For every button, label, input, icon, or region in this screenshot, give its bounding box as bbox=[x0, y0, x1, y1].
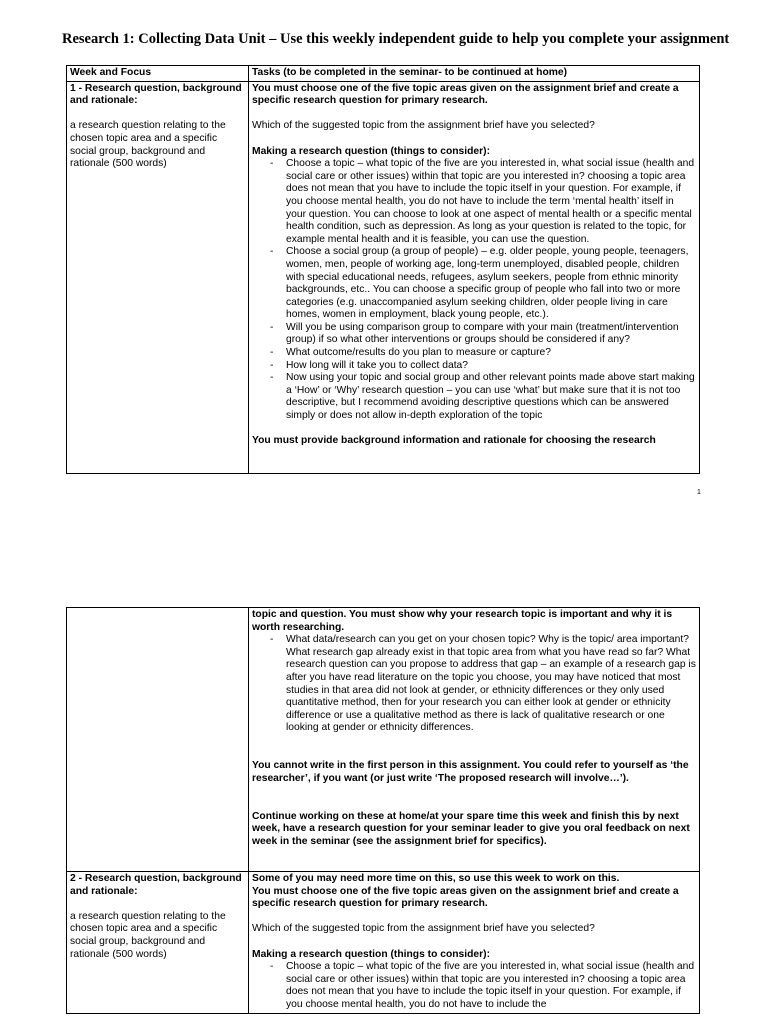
weekly-guide-table-page2 bbox=[66, 607, 700, 1014]
week1-question: Which of the suggested topic from the assignment brief have you selected? bbox=[252, 120, 595, 132]
week2-intro: You must choose one of the five topic areas given on the assignment brief and create a specific research question for primary research. bbox=[252, 885, 679, 910]
week2-question: Which of the suggested topic from the assignment brief have you selected? bbox=[252, 923, 595, 935]
week1-background-start: You must provide background information and rationale for choosing the research bbox=[252, 435, 656, 447]
table-header-row bbox=[67, 66, 700, 82]
first-person-note: You cannot write in the first person in this assignment. You could refer to yourself as ‘the researcher’, if you want (or just write ‘The proposed research will involve…’). bbox=[252, 760, 689, 784]
week1-focus-cell bbox=[67, 81, 249, 473]
list-item: - Choose a topic – what topic of the five are you interested in, what social issue (health and social care or other issues) within that topic are you interested in? choosing a topic area does not mean that you have to include the topic itself in your question. For example, if you choose mental health, you do not have to include the term ‘mental health’ itself in your question. You can choose to look at one aspect of mental health or a specific mental health condition, such as depression. As long as your question is related to the topic, for example mental health and it is feasible, you can use the question. bbox=[286, 158, 696, 246]
week2-focus-desc: a research question relating to the chosen topic area and a specific social group, background and rationale (500 words) bbox=[70, 910, 226, 960]
table-row-week2 bbox=[67, 872, 700, 1014]
week2-more-time: Some of you may need more time on this, so use this week to work on this. bbox=[252, 873, 620, 884]
table-row-week1-continued bbox=[67, 608, 700, 872]
list-item: - What outcome/results do you plan to measure or capture? bbox=[286, 347, 696, 360]
continue-note: Continue working on these at home/at your spare time this week and finish this by next week, have a research question for your seminar leader to give you oral feedback on next week in the seminar (see the assignment brief for specifics). bbox=[252, 810, 690, 847]
header-week-focus: Week and Focus bbox=[67, 66, 249, 82]
weekly-guide-table-page1 bbox=[66, 65, 700, 474]
continued-bullet-list bbox=[252, 634, 696, 735]
week1-intro: You must choose one of the five topic areas given on the assignment brief and create a specific research question for primary research. bbox=[252, 82, 679, 107]
background-end: topic and question. You must show why your research topic is important and why it is worth researching. bbox=[252, 609, 673, 633]
header-tasks: Tasks (to be completed in the seminar- to be continued at home) bbox=[249, 66, 700, 82]
list-item: - Now using your topic and social group and other relevant points made above start making a ‘How’ or ‘Why’ research question – you can use ‘what’ but make sure that it is not too descriptive, but I recommend avoiding descriptive questions which can be answered simply or does not allow in-depth exploration of the topic bbox=[286, 372, 696, 422]
table-row-week1 bbox=[67, 81, 700, 473]
document-title: Research 1: Collecting Data Unit – Use this weekly independent guide to help you complete your assignment bbox=[62, 31, 730, 47]
week2-focus-title: 2 - Research question, background and rationale: bbox=[70, 873, 242, 897]
list-item: - Choose a social group (a group of people) – e.g. older people, young people, teenagers, women, men, people of working age, long-term unemployed, disabled people, children with special educational needs, refugees, asylum seekers, people from ethnic minority backgrounds, etc.. You can choose a specific group of people who fall into two or more categories (e.g. unaccompanied asylum seeking children, older people living in care homes, women in employment, black young people, etc.). bbox=[286, 246, 696, 322]
list-item: - What data/research can you get on your chosen topic? Why is the topic/ area important? What research gap already exist in that topic area from what you have read so far? What research question can you propose to address that gap – an example of a research gap is after you have read literature on the topic you choose, you may have noticed that most studies in that area did not look at gender, or ethnicity differences or they only used quantitative method, then for your research you can either look at gender or ethnicity difference or use a qualitative method as there is lack of qualitative research or one looking at gender or ethnicity differences. bbox=[286, 634, 696, 735]
week2-tasks-cell bbox=[249, 872, 700, 1014]
week2-bullet-list bbox=[252, 961, 696, 1011]
continued-focus-cell bbox=[67, 608, 249, 872]
week1-focus-desc: a research question relating to the chosen topic area and a specific social group, background and rationale (500 words) bbox=[70, 120, 226, 170]
week1-making-title: Making a research question (things to consider): bbox=[252, 145, 491, 157]
week1-bullet-list bbox=[252, 158, 696, 422]
week2-focus-cell bbox=[67, 872, 249, 1014]
week1-focus-title: 1 - Research question, background and rationale: bbox=[70, 82, 242, 107]
week2-making-title: Making a research question (things to consider): bbox=[252, 948, 491, 960]
week1-tasks-cell bbox=[249, 81, 700, 473]
list-item: - How long will it take you to collect data? bbox=[286, 360, 696, 373]
continued-tasks-cell bbox=[249, 608, 700, 872]
list-item: - Will you be using comparison group to compare with your main (treatment/intervention group) if so what other interventions or groups should be considered if any? bbox=[286, 322, 696, 347]
list-item: - Choose a topic – what topic of the five are you interested in, what social issue (health and social care or other issues) within that topic are you interested in? choosing a topic area does not mean that you have to include the topic itself in your question. For example, if you choose mental health, you do not have to include the bbox=[286, 961, 696, 1011]
page-number: 1 bbox=[697, 489, 701, 496]
